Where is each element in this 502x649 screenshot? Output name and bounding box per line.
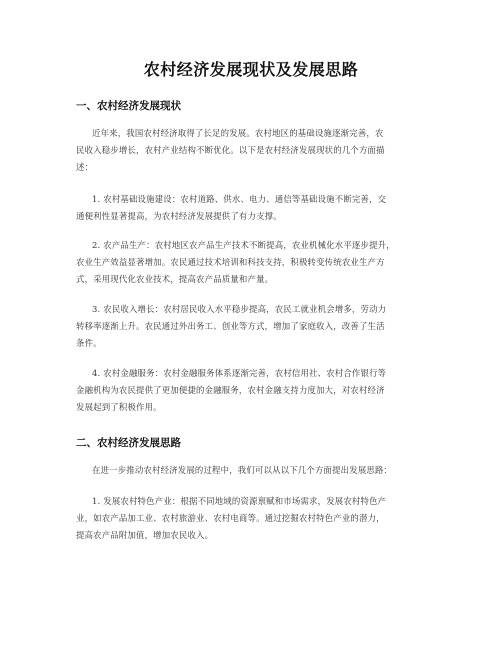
- paragraph-line: 民收入稳步增长，农村产业结构不断优化。以下是农村经济发展现状的几个方面描: [76, 145, 385, 155]
- paragraph-line: 通便利性显著提高，为农村经济发展提供了有力支撑。: [76, 211, 282, 221]
- paragraph-line: 式，采用现代化农业技术，提高农产品质量和产量。: [76, 274, 274, 284]
- paragraph-line: 发展起到了积极作用。: [76, 402, 162, 412]
- paragraph-line: 提高农产品附加值，增加农民收入。: [76, 530, 214, 540]
- paragraph-line: 条件。: [76, 338, 102, 348]
- paragraph-line: 在进一步推动农村经济发展的过程中，我们可以从以下几个方面提出发展思路：: [92, 465, 393, 475]
- paragraph-line: 1. 发展农村特色产业：根据不同地域的资源禀赋和市场需求，发展农村特色产: [92, 496, 387, 506]
- section2-item-1: [76, 493, 428, 544]
- section1-item-4: [76, 365, 428, 416]
- paragraph-line: 金融机构为农民提供了更加便捷的金融服务，农村金融支持力度加大，对农村经济: [76, 385, 385, 395]
- section2-intro-paragraph: [76, 462, 428, 479]
- paragraph-line: 3. 农民收入增长：农村居民收入水平稳步提高，农民工就业机会增多，劳动力: [92, 304, 387, 314]
- paragraph-line: 业，如农产品加工业、农村旅游业、农村电商等。通过挖掘农村特色产业的潜力，: [76, 513, 385, 523]
- paragraph-line: 转移率逐渐上升。农民通过外出务工、创业等方式，增加了家庭收入，改善了生活: [76, 321, 385, 331]
- page-title: 农村经济发展现状及发展思路: [143, 60, 359, 79]
- paragraph-line: 述：: [76, 162, 94, 172]
- paragraph-line: 近年来，我国农村经济取得了长足的发展。农村地区的基础设施逐渐完善，农: [92, 128, 384, 138]
- section1-item-2: [76, 237, 428, 288]
- paragraph-line: 4. 农村金融服务：农村金融服务体系逐渐完善，农村信用社、农村合作银行等: [92, 368, 387, 378]
- section-heading-development-ideas: 二、农村经济发展思路: [76, 437, 181, 449]
- section1-item-3: [76, 301, 428, 352]
- paragraph-line: 农业生产效益显著增加。农民通过技术培训和科技支持，积极转变传统农业生产方: [76, 257, 385, 267]
- section-heading-current-status: 一、农村经济发展现状: [76, 100, 181, 112]
- paragraph-line: 1. 农村基础设施建设：农村道路、供水、电力、通信等基础设施不断完善，交: [92, 194, 387, 204]
- section1-item-1: [76, 191, 428, 225]
- paragraph-line: 2. 农产品生产：农村地区农产品生产技术不断提高，农业机械化水平逐步提升，: [92, 240, 395, 250]
- section1-intro-paragraph: [76, 125, 428, 176]
